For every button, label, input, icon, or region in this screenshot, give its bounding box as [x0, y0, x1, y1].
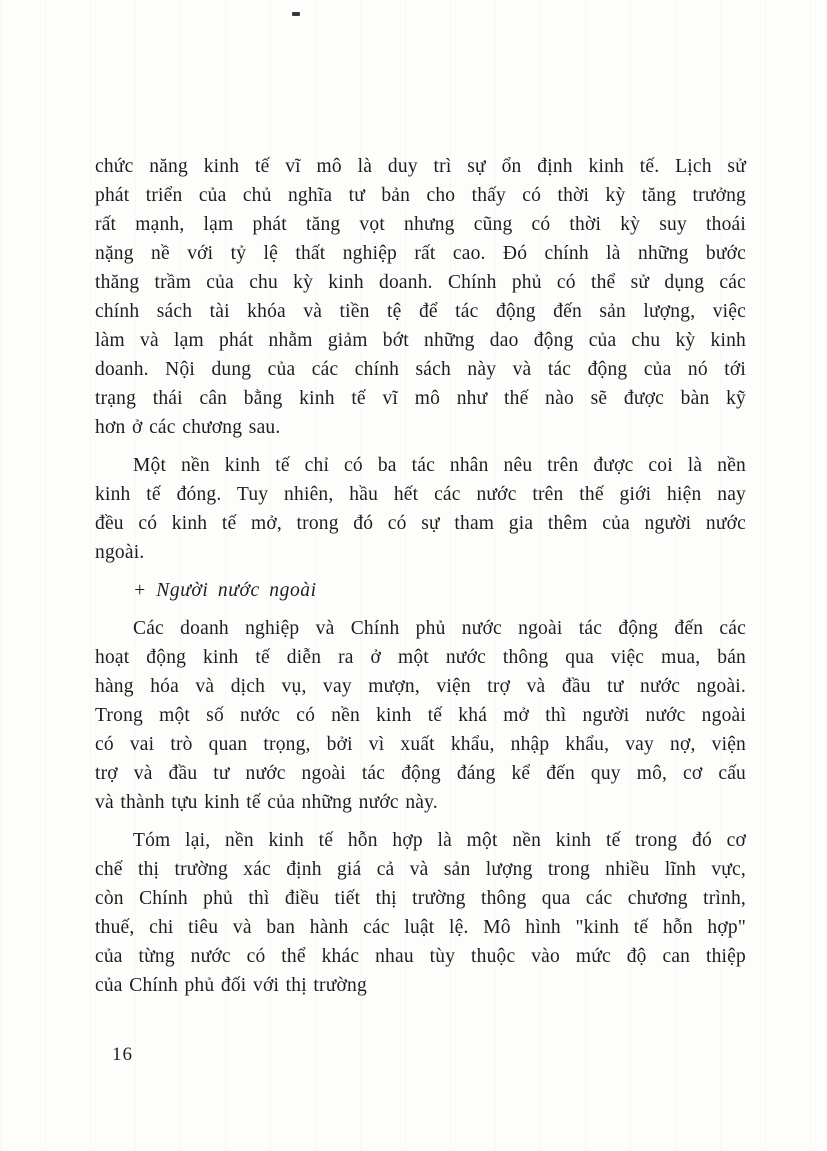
text-line: doanh. Nội dung của các chính sách này và tác động của nó tới — [95, 359, 746, 380]
scan-speck-mark — [292, 12, 300, 16]
text-line: trợ và đầu tư nước ngoài tác động đáng kể đến quy mô, cơ cấu — [95, 763, 746, 784]
text-line: Một nền kinh tế chỉ có ba tác nhân nêu trên được coi là nền — [133, 455, 746, 476]
text-line: ngoài. — [95, 542, 145, 563]
text-line: chính sách tài khóa và tiền tệ để tác động đến sản lượng, việc — [95, 301, 746, 322]
text-line: hoạt động kinh tế diễn ra ở một nước thông qua việc mua, bán — [95, 647, 746, 668]
text-line: chế thị trường xác định giá cả và sản lượng trong nhiều lĩnh vực, — [95, 859, 746, 880]
paragraph — [95, 826, 746, 1000]
text-line: Tóm lại, nền kinh tế hỗn hợp là một nền kinh tế trong đó cơ — [133, 830, 746, 851]
text-line: làm và lạm phát nhằm giảm bớt những dao động của chu kỳ kinh — [95, 330, 746, 351]
text-block — [95, 152, 746, 1009]
text-line: của từng nước có thể khác nhau tùy thuộc vào mức độ can thiệp — [95, 946, 746, 967]
text-line: còn Chính phủ thì điều tiết thị trường thông qua các chương trình, — [95, 888, 746, 909]
text-line: chức năng kinh tế vĩ mô là duy trì sự ổn định kinh tế. Lịch sử — [95, 156, 746, 177]
text-line: thuế, chi tiêu và ban hành các luật lệ. Mô hình "kinh tế hỗn hợp" — [95, 917, 746, 938]
text-line: phát triển của chủ nghĩa tư bản cho thấy có thời kỳ tăng trưởng — [95, 185, 746, 206]
paragraph — [95, 614, 746, 817]
text-line: thăng trầm của chu kỳ kinh doanh. Chính phủ có thể sử dụng các — [95, 272, 746, 293]
page-number: 16 — [112, 1044, 133, 1065]
text-line: có vai trò quan trọng, bởi vì xuất khẩu, nhập khẩu, vay nợ, viện — [95, 734, 746, 755]
section-heading — [95, 576, 746, 605]
text-line: trạng thái cân bằng kinh tế vĩ mô như thế nào sẽ được bàn kỹ — [95, 388, 746, 409]
text-line: của Chính phủ đối với thị trường — [95, 975, 367, 996]
paragraph — [95, 152, 746, 442]
text-line: Các doanh nghiệp và Chính phủ nước ngoài tác động đến các — [133, 618, 746, 639]
text-line: Trong một số nước có nền kinh tế khá mở thì người nước ngoài — [95, 705, 746, 726]
text-line: nặng nề với tỷ lệ thất nghiệp rất cao. Đó chính là những bước — [95, 243, 746, 264]
text-line: hơn ở các chương sau. — [95, 417, 281, 438]
paragraph — [95, 451, 746, 567]
text-line: kinh tế đóng. Tuy nhiên, hầu hết các nước trên thế giới hiện nay — [95, 484, 746, 505]
text-line: hàng hóa và dịch vụ, vay mượn, viện trợ và đầu tư nước ngoài. — [95, 676, 746, 697]
text-line: rất mạnh, lạm phát tăng vọt nhưng cũng có thời kỳ suy thoái — [95, 214, 746, 235]
text-line: đều có kinh tế mở, trong đó có sự tham gia thêm của người nước — [95, 513, 746, 534]
heading-line: + Người nước ngoài — [133, 580, 317, 601]
text-line: và thành tựu kinh tế của những nước này. — [95, 792, 438, 813]
